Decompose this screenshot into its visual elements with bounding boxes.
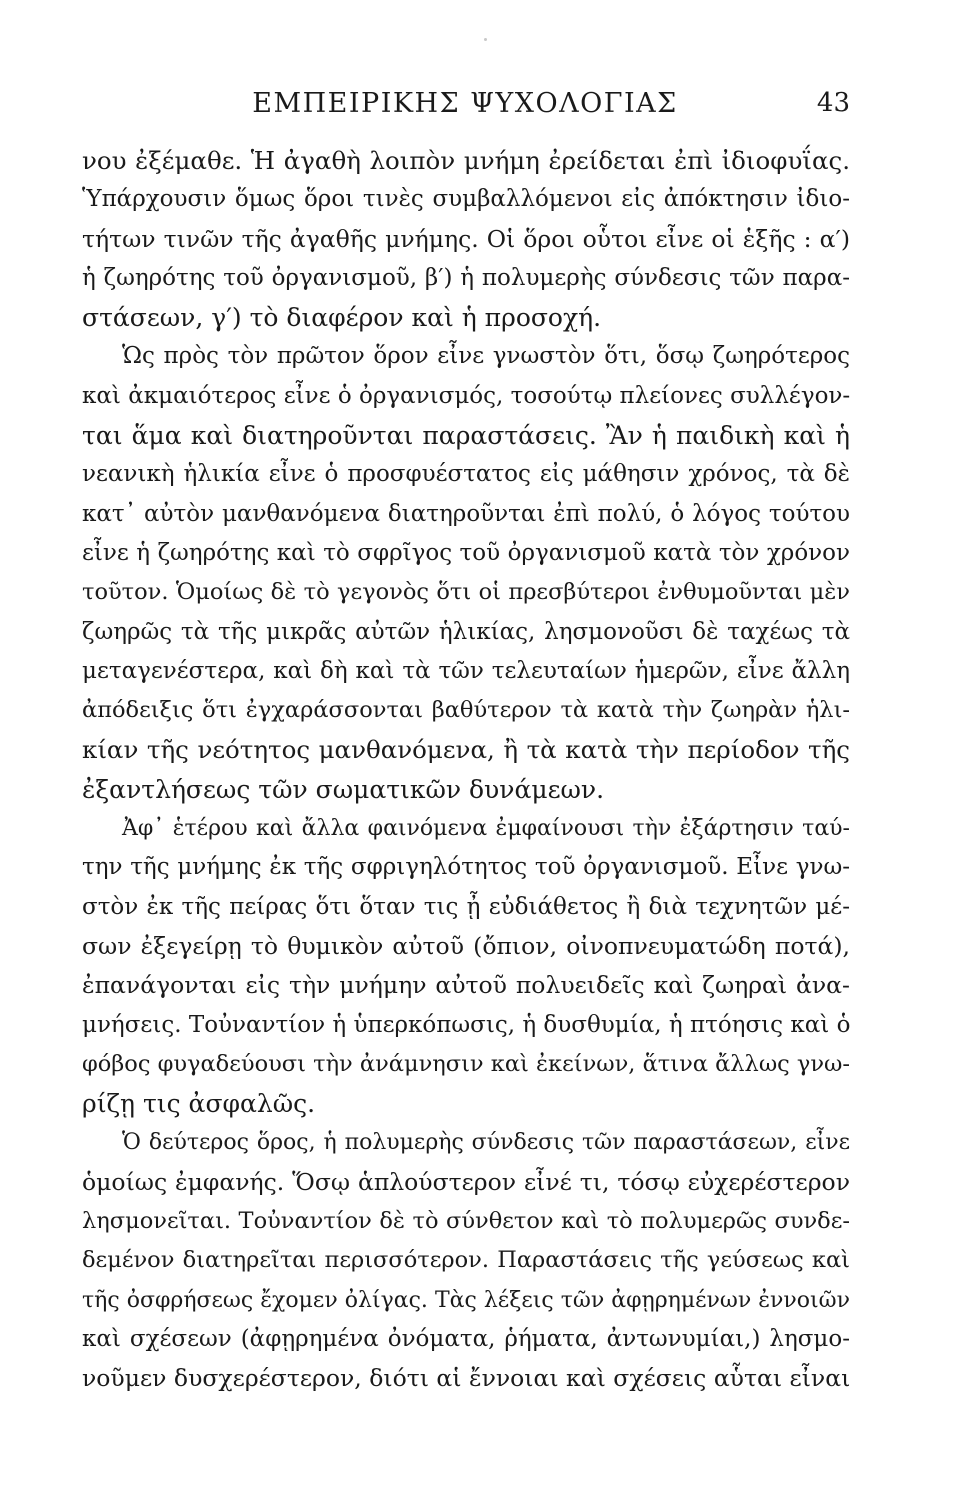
text-line: ἐξαντλήσεως τῶν σωματικῶν δυνάμεων. [82,774,605,804]
page-number: 43 [816,88,850,118]
text-line: μνήσεις. Τοὐναντίον ἡ ὑπερκόπωσις, ἡ δυσθυμία, ἡ πτόησις καὶ ὁ [82,1011,850,1038]
text-line: στάσεων, γ′) τὸ διαφέρον καὶ ἡ προσοχή. [82,303,602,333]
text-line: Ἀφ᾿ ἑτέρου καὶ ἄλλα φαινόμενα ἐμφαίνουσι τὴν ἐξάρτησιν ταύ- [122,816,850,842]
text-line: δεμένον διατηρεῖται περισσότερον. Παραστάσεις τῆς γεύσεως καὶ [82,1247,850,1274]
text-line: τοῦτον. Ὁμοίως δὲ τὸ γεγονὸς ὅτι οἱ πρεσβύτεροι ἐνθυμοῦνται μὲν [82,579,850,606]
text-line: Ὁ δεύτερος ὅρος, ἡ πολυμερὴς σύνδεσις τῶν παραστάσεων, εἶνε [122,1130,850,1156]
text-line: κίαν τῆς νεότητος μανθανόμενα, ἢ τὰ κατὰ τὴν περίοδον τῆς [82,735,850,765]
text-line: ὁμοίως ἐμφανής. Ὅσῳ ἁπλούστερον εἶνέ τι, τόσῳ εὐχερέστερον [82,1167,850,1196]
text-line: ρίζῃ τις ἀσφαλῶς. [82,1089,316,1119]
text-line: ζωηρῶς τὰ τῆς μικρᾶς αὐτῶν ἡλικίας, λησμονοῦσι δὲ ταχέως τὰ [82,618,850,645]
text-line: μεταγενέστερα, καὶ δὴ καὶ τὰ τῶν τελευταίων ἡμερῶν, εἶνε ἄλλη [82,657,850,684]
text-line: ται ἅμα καὶ διατηροῦνται παραστάσεις. Ἂν ἡ παιδικὴ καὶ ἡ [82,421,850,451]
text-line: καὶ ἀκμαιότερος εἶνε ὁ ὀργανισμός, τοσούτῳ πλείονες συλλέγον- [82,382,850,409]
text-line: ἀπόδειξις ὅτι ἐγχαράσσονται βαθύτερον τὰ κατὰ τὴν ζωηρὰν ἡλι- [82,697,850,724]
text-line: σων ἐξεγείρῃ τὸ θυμικὸν αὐτοῦ (ὄπιον, οἰνοπνευματώδη ποτά), [82,931,850,960]
running-title: ΕΜΠΕΙΡΙΚΗΣ ΨΥΧΟΛΟΓΙΑΣ [252,88,678,119]
body-text [82,141,850,1399]
text-line: κατ᾿ αὐτὸν μανθανόμενα διατηροῦνται ἐπὶ πολύ, ὁ λόγος τούτου [82,500,850,527]
text-line: Ὑπάρχουσιν ὅμως ὅροι τινὲς συμβαλλόμενοι εἰς ἀπόκτησιν ἰδιο- [82,186,850,213]
text-line: ἡ ζωηρότης τοῦ ὀργανισμοῦ, β′) ἡ πολυμερὴς σύνδεσις τῶν παρα- [82,264,850,291]
text-line: φόβος φυγαδεύουσι τὴν ἀνάμνησιν καὶ ἐκείνων, ἅτινα ἄλλως γνω- [82,1050,850,1077]
text-line: την τῆς μνήμης ἐκ τῆς σφριγηλότητος τοῦ ὀργανισμοῦ. Εἶνε γνω- [82,854,850,881]
text-line: νου ἐξέμαθε. Ἡ ἀγαθὴ λοιπὸν μνήμη ἐρείδεται ἐπὶ ἰδιοφυΐας. [82,146,850,175]
text-line: ἐπανάγονται εἰς τὴν μνήμην αὐτοῦ πολυειδεῖς καὶ ζωηραὶ ἀνα- [82,971,850,1000]
text-line: λησμονεῖται. Τοὐναντίον δὲ τὸ σύνθετον καὶ τὸ πολυμερῶς συνδε- [82,1208,850,1235]
text-line: στὸν ἐκ τῆς πείρας ὅτι ὅταν τις ᾖ εὐδιάθετος ἢ διὰ τεχνητῶν μέ- [82,893,850,920]
text-line: Ὡς πρὸς τὸν πρῶτον ὅρον εἶνε γνωστὸν ὅτι, ὅσῳ ζωηρότερος [122,343,850,370]
print-speck [484,38,487,41]
text-line: τήτων τινῶν τῆς ἀγαθῆς μνήμης. Οἱ ὅροι οὗτοι εἶνε οἱ ἑξῆς : α′) [82,224,850,253]
text-line: νεανικὴ ἡλικία εἶνε ὁ προσφυέστατος εἰς μάθησιν χρόνος, τὰ δὲ [82,461,850,488]
text-line: νοῦμεν δυσχερέστερον, διότι αἱ ἔννοιαι καὶ σχέσεις αὗται εἶναι [82,1364,850,1393]
text-line: τῆς ὀσφρήσεως ἔχομεν ὀλίγας. Τὰς λέξεις τῶν ἀφῃρημένων ἐννοιῶν [82,1287,850,1313]
text-line: εἶνε ἡ ζωηρότης καὶ τὸ σφρῖγος τοῦ ὀργανισμοῦ κατὰ τὸν χρόνον [82,539,850,566]
page-header [80,82,850,122]
text-line: καὶ σχέσεων (ἀφῃρημένα ὀνόματα, ῥήματα, ἀντωνυμίαι,) λησμο- [82,1325,850,1352]
